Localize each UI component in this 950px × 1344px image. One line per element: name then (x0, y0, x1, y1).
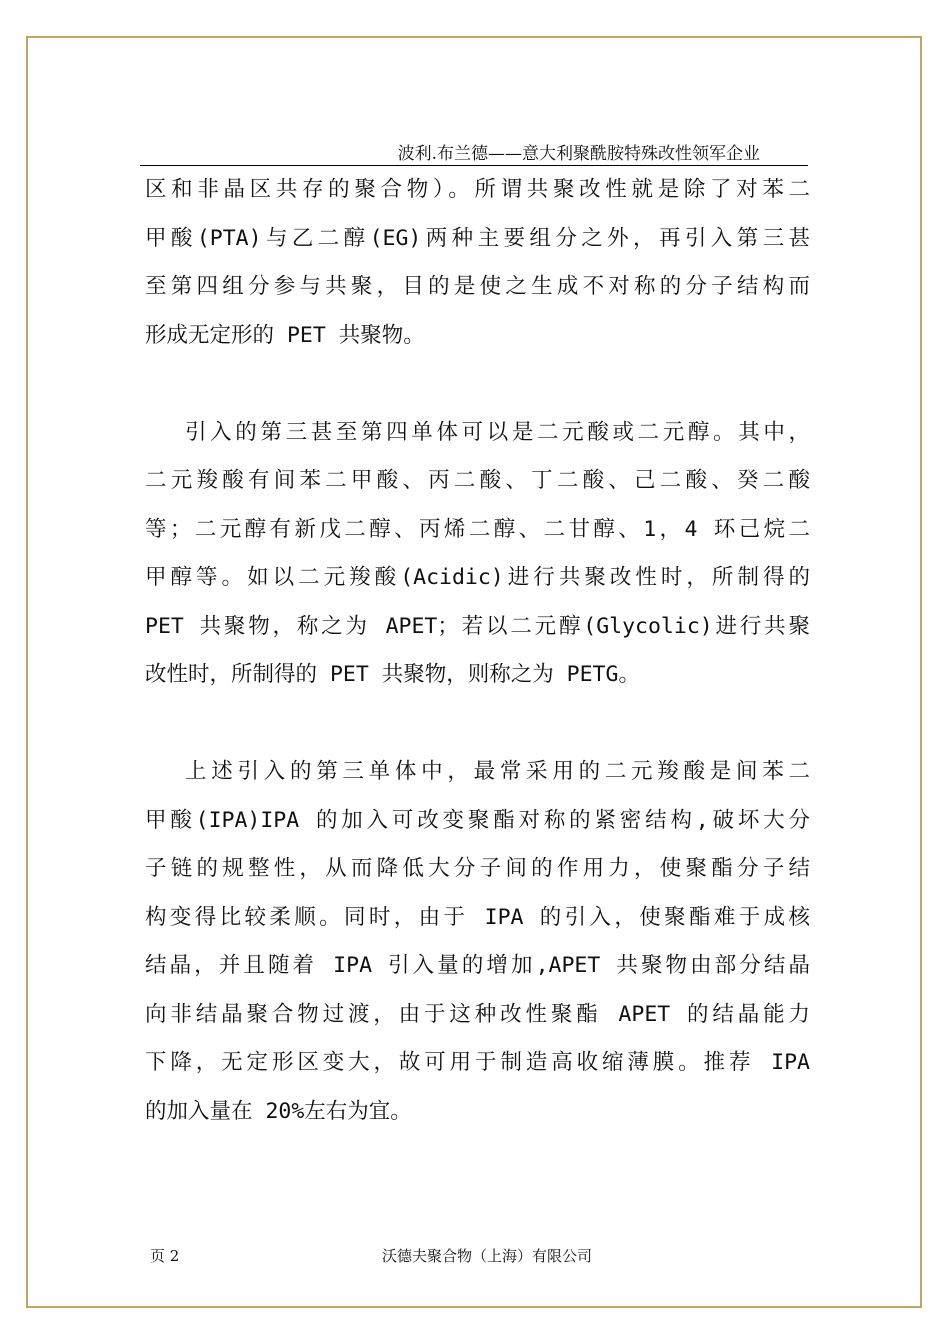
paragraph-1 (145, 166, 810, 360)
text-line: 的加入量在 20%左右为宜。 (145, 1098, 412, 1124)
text-line: PET 共聚物，称之为 APET；若以二元醇(Glycolic)进行共聚 (145, 613, 810, 639)
paragraph-spacer (145, 700, 810, 749)
text-line: 甲酸(IPA)IPA 的加入可改变聚酯对称的紧密结构,破坏大分 (145, 807, 810, 833)
paragraph-spacer (145, 360, 810, 409)
text-line: 甲醇等。如以二元羧酸(Acidic)进行共聚改性时，所制得的 (145, 565, 810, 590)
page-header (140, 136, 808, 166)
text-line: 结晶，并且随着 IPA 引入量的增加,APET 共聚物由部分结晶 (145, 953, 810, 978)
text-line: 等；二元醇有新戊二醇、丙烯二醇、二甘醇、1，4 环己烷二 (145, 516, 810, 542)
page-number: 页 2 (150, 1247, 180, 1265)
document-body (145, 166, 810, 1136)
text-line: 向非结晶聚合物过渡，由于这种改性聚酯 APET 的结晶能力 (145, 1001, 810, 1027)
text-line: 构变得比较柔顺。同时，由于 IPA 的引入，使聚酯难于成核 (145, 904, 810, 930)
text-line: 下降，无定形区变大，故可用于制造高收缩薄膜。推荐 IPA (145, 1050, 810, 1075)
text-line: 上述引入的第三单体中，最常采用的二元羧酸是间苯二 (185, 759, 810, 784)
text-line: 改性时，所制得的 PET 共聚物，则称之为 PETG。 (145, 662, 640, 687)
text-line: 引入的第三甚至第四单体可以是二元酸或二元醇。其中， (185, 419, 810, 445)
text-line: 至第四组分参与共聚，目的是使之生成不对称的分子结构而 (145, 274, 810, 299)
page-footer (150, 1245, 810, 1269)
footer-company-name: 沃德夫聚合物（上海）有限公司 (382, 1247, 593, 1265)
text-line: 形成无定形的 PET 共聚物。 (145, 322, 425, 348)
text-line: 子链的规整性，从而降低大分子间的作用力，使聚酯分子结 (145, 856, 810, 881)
text-line: 区和非晶区共存的聚合物）。所谓共聚改性就是除了对苯二 (145, 177, 810, 202)
paragraph-3 (145, 748, 810, 1136)
paragraph-2 (145, 409, 810, 700)
header-title: 波利.布兰德——意大利聚酰胺特殊改性领军企业 (397, 144, 760, 164)
text-line: 二元羧酸有间苯二甲酸、丙二酸、丁二酸、己二酸、癸二酸 (145, 468, 810, 493)
text-line: 甲酸(PTA)与乙二醇(EG)两种主要组分之外，再引入第三甚 (145, 225, 810, 251)
